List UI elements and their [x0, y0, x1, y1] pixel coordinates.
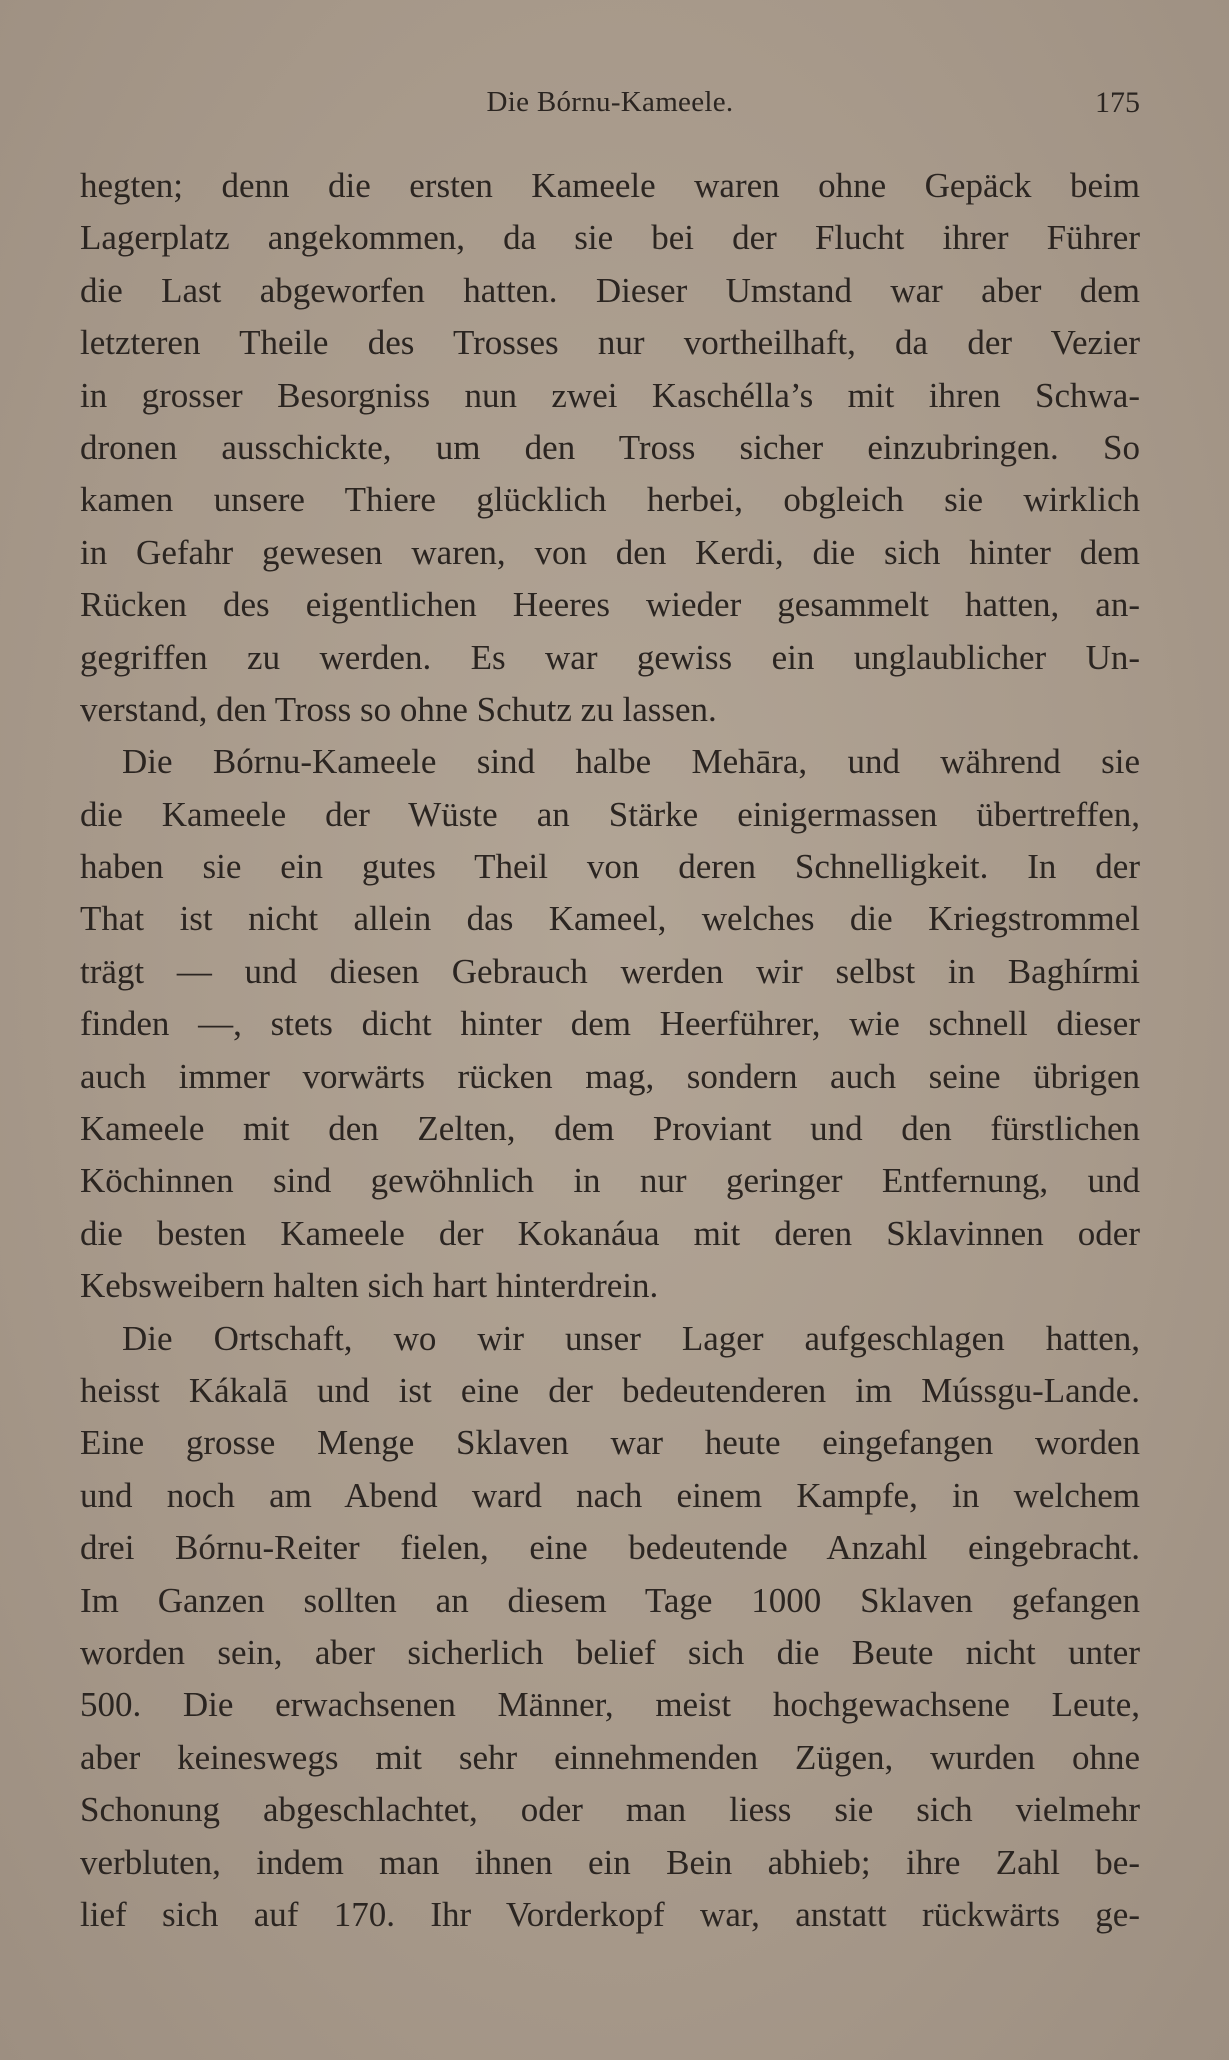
- text-line: trägt — und diesen Gebrauch werden wir selbst in Baghírmi: [80, 951, 1140, 991]
- text-line: drei Bórnu-Reiter fielen, eine bedeutende Anzahl eingebracht.: [80, 1528, 1140, 1568]
- text-line: aber keineswegs mit sehr einnehmenden Zügen, wurden ohne: [80, 1737, 1140, 1777]
- text-line: die besten Kameele der Kokanáua mit deren Sklavinnen oder: [80, 1213, 1140, 1253]
- text-line: Die Bórnu-Kameele sind halbe Mehāra, und während sie: [122, 742, 1140, 782]
- text-line: verstand, den Tross so ohne Schutz zu lassen.: [80, 689, 717, 729]
- text-line: heisst Kákalā und ist eine der bedeutenderen im Mússgu-Lande.: [80, 1370, 1140, 1410]
- text-line: 500. Die erwachsenen Männer, meist hochgewachsene Leute,: [80, 1685, 1140, 1725]
- text-line: Lagerplatz angekommen, da sie bei der Flucht ihrer Führer: [80, 218, 1140, 258]
- text-line: Eine grosse Menge Sklaven war heute eingefangen worden: [80, 1423, 1140, 1463]
- text-line: Schonung abgeschlachtet, oder man liess sie sich vielmehr: [80, 1790, 1140, 1830]
- text-line: haben sie ein gutes Theil von deren Schnelligkeit. In der: [80, 847, 1140, 887]
- text-line: in grosser Besorgniss nun zwei Kaschélla’s mit ihren Schwa-: [80, 375, 1140, 415]
- text-line: hegten; denn die ersten Kameele waren ohne Gepäck beim: [80, 166, 1140, 205]
- text-line: dronen ausschickte, um den Tross sicher einzubringen. So: [80, 427, 1140, 467]
- text-line: in Gefahr gewesen waren, von den Kerdi, die sich hinter dem: [80, 532, 1140, 572]
- text-line: und noch am Abend ward nach einem Kampfe, in welchem: [80, 1475, 1140, 1515]
- text-line: gegriffen zu werden. Es war gewiss ein unglaublicher Un-: [80, 637, 1140, 677]
- text-line: die Last abgeworfen hatten. Dieser Umstand war aber dem: [80, 270, 1140, 310]
- text-line: kamen unsere Thiere glücklich herbei, obgleich sie wirklich: [80, 480, 1140, 520]
- text-line: Rücken des eigentlichen Heeres wieder gesammelt hatten, an-: [80, 585, 1140, 625]
- text-line: finden —, stets dicht hinter dem Heerführer, wie schnell dieser: [80, 1004, 1140, 1044]
- text-line: auch immer vorwärts rücken mag, sondern auch seine übrigen: [80, 1056, 1140, 1096]
- text-line: lief sich auf 170. Ihr Vorderkopf war, anstatt rückwärts ge-: [80, 1894, 1140, 1934]
- text-line: Kebsweibern halten sich hart hinterdrein.: [80, 1266, 659, 1306]
- text-line: worden sein, aber sicherlich belief sich die Beute nicht unter: [80, 1632, 1140, 1672]
- body-text: [80, 160, 1140, 1941]
- running-head: [80, 86, 1140, 126]
- page-number: 175: [1095, 86, 1140, 119]
- text-line: That ist nicht allein das Kameel, welches die Kriegstrommel: [80, 899, 1140, 939]
- text-line: Die Ortschaft, wo wir unser Lager aufgeschlagen hatten,: [122, 1318, 1140, 1358]
- running-title: Die Bórnu-Kameele.: [486, 86, 734, 118]
- text-line: die Kameele der Wüste an Stärke einigermassen übertreffen,: [80, 794, 1140, 834]
- text-line: Im Ganzen sollten an diesem Tage 1000 Sklaven gefangen: [80, 1580, 1140, 1620]
- text-line: letzteren Theile des Trosses nur vortheilhaft, da der Vezier: [80, 323, 1140, 363]
- text-line: Kameele mit den Zelten, dem Proviant und den fürstlichen: [80, 1109, 1140, 1149]
- text-line: verbluten, indem man ihnen ein Bein abhieb; ihre Zahl be-: [80, 1842, 1140, 1882]
- text-line: Köchinnen sind gewöhnlich in nur geringer Entfernung, und: [80, 1161, 1140, 1201]
